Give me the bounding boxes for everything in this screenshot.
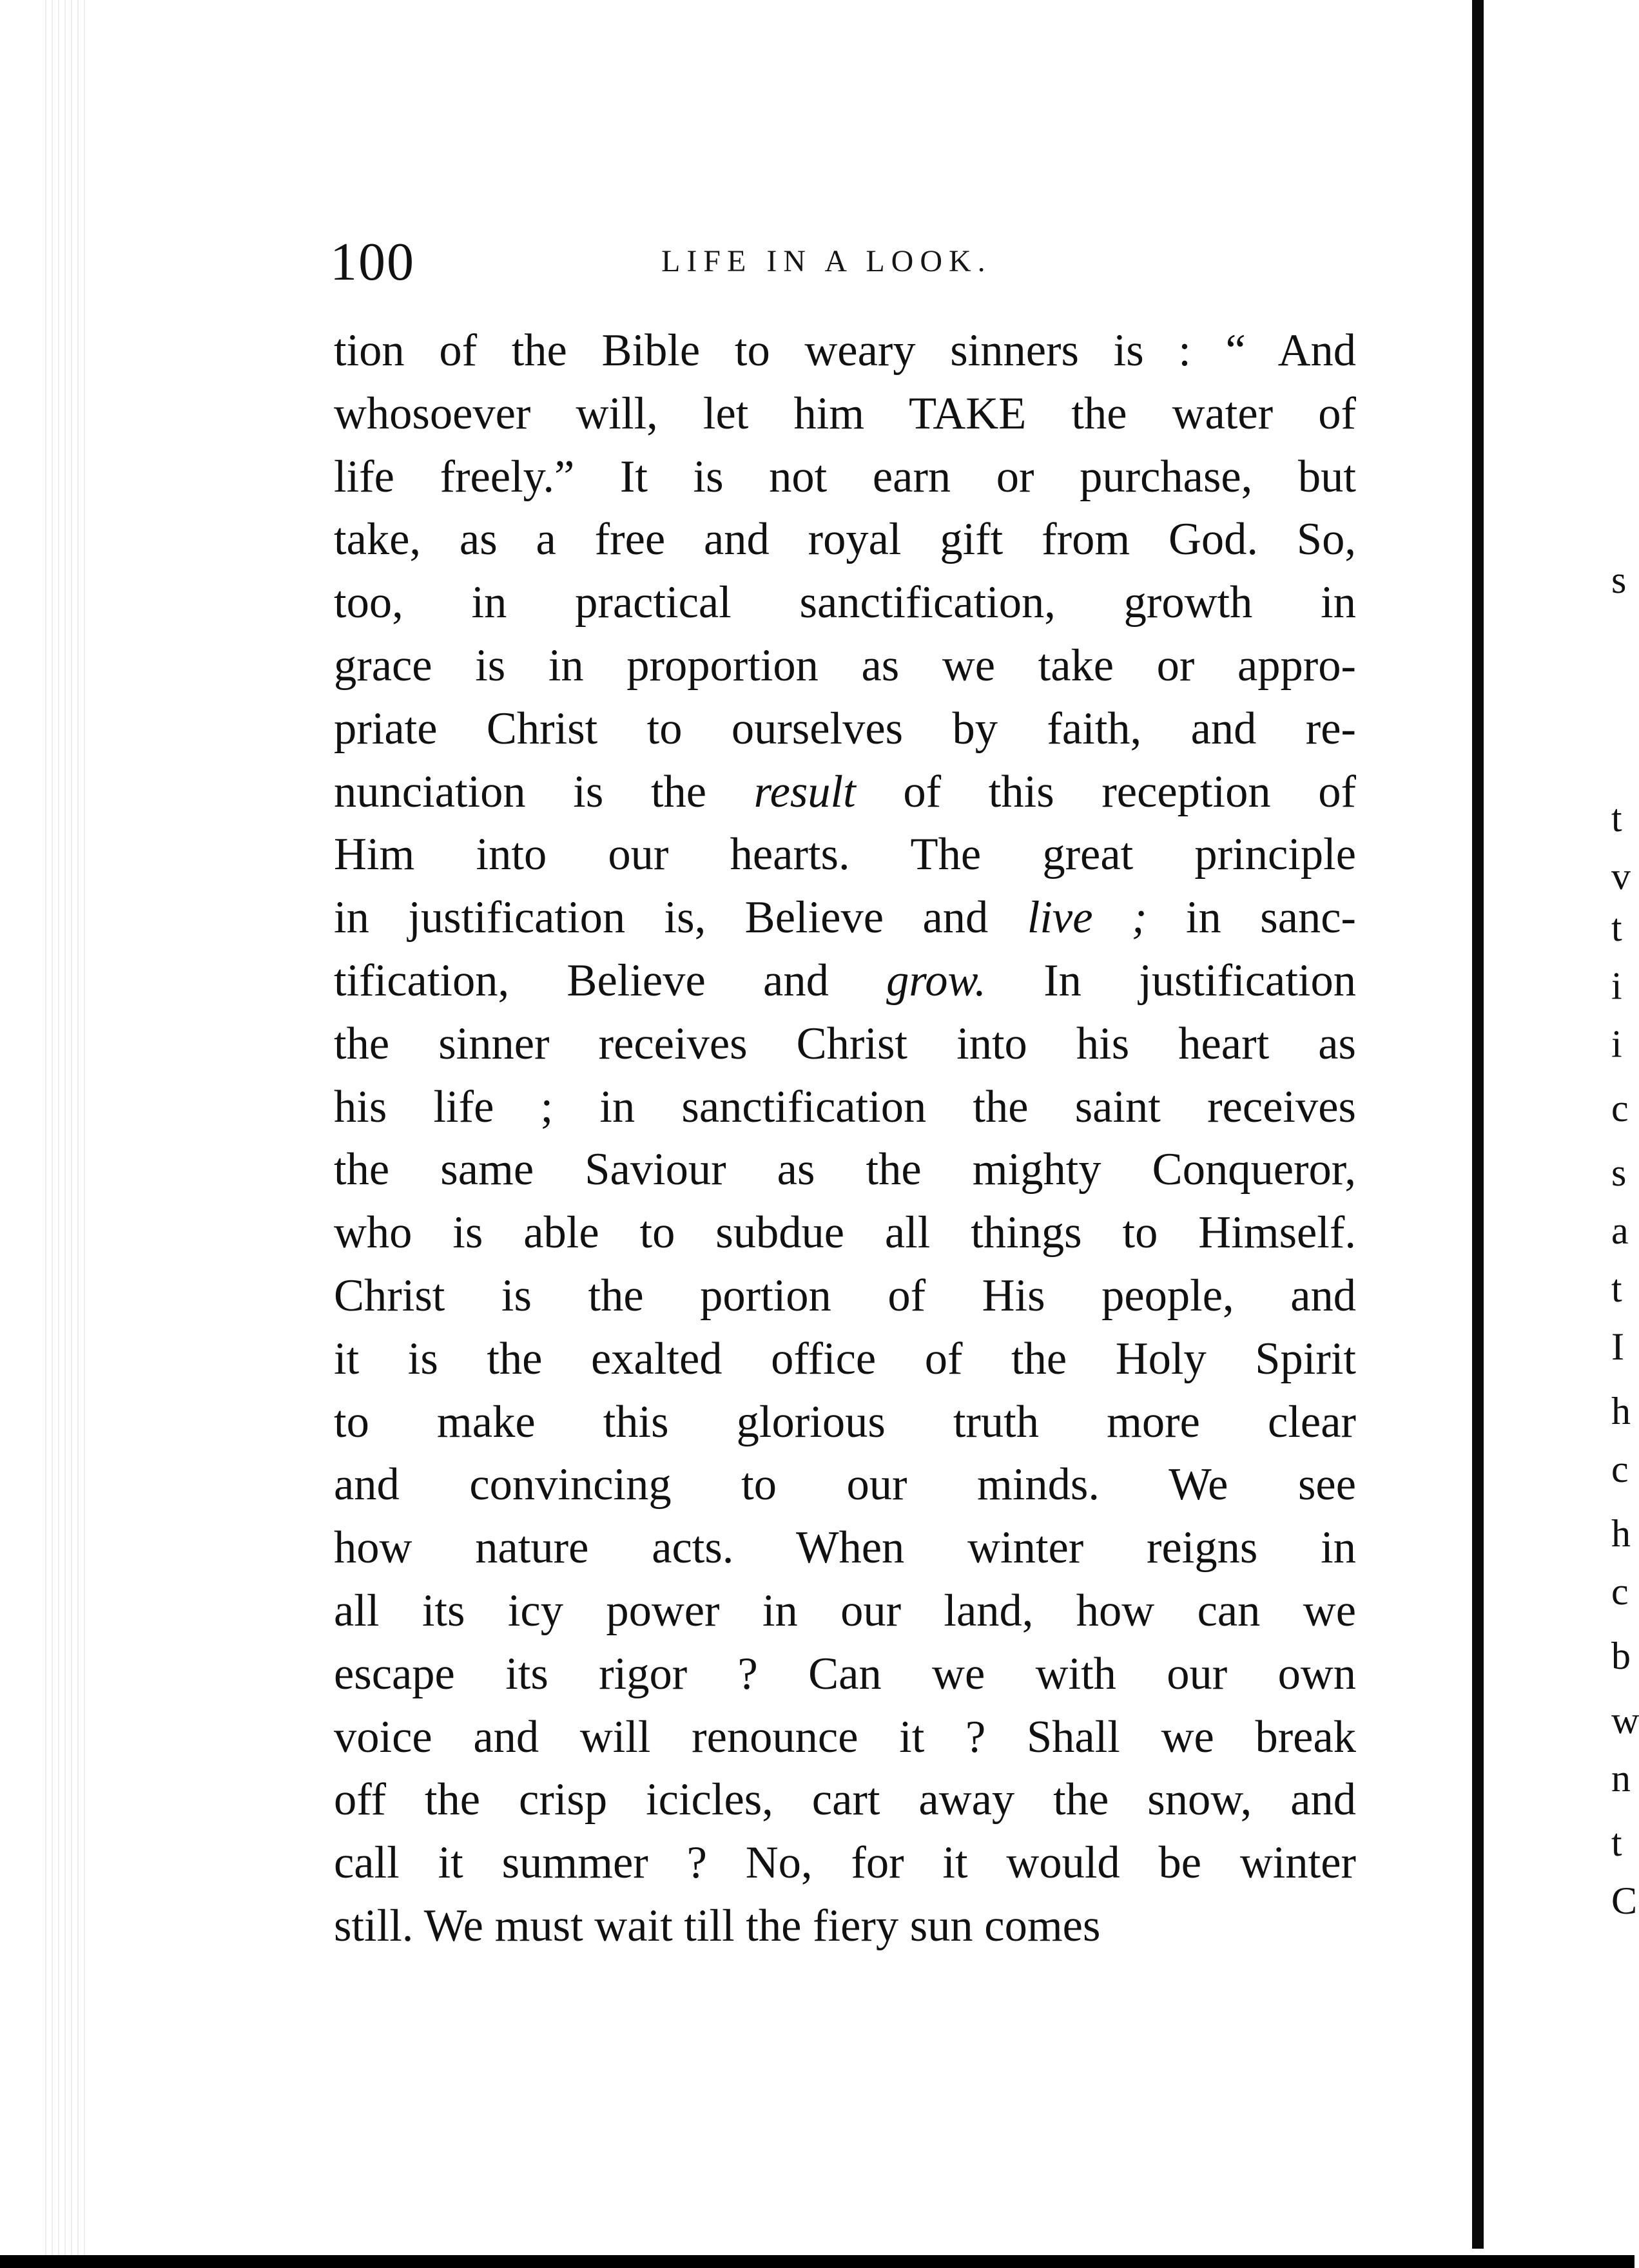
text-line: the sinner receives Christ into his heart as xyxy=(334,1018,1356,1069)
text-line: Christ is the portion of His people, and xyxy=(334,1270,1356,1321)
facing-page-letter: b xyxy=(1611,1635,1631,1677)
text-line: how nature acts. When winter reigns in xyxy=(334,1523,1356,1573)
text-line: voice and will renounce it ? Shall we break xyxy=(334,1711,1356,1762)
facing-page-letter: c xyxy=(1611,1087,1629,1129)
body-text xyxy=(334,320,1356,1958)
text-line: escape its rigor ? Can we with our own xyxy=(334,1648,1356,1699)
text-line: grace is in proportion as we take or appro- xyxy=(334,640,1356,691)
text-line: off the crisp icicles, cart away the snow, and xyxy=(334,1774,1356,1825)
text-line: in justification is, Believe and live ; in sanc- xyxy=(334,892,1357,943)
running-head xyxy=(330,231,1361,293)
bottom-edge xyxy=(0,2255,1634,2268)
facing-page-letter: h xyxy=(1611,1390,1631,1432)
text-line: Him into our hearts. The great principle xyxy=(334,829,1356,880)
facing-page-letter: c xyxy=(1611,1570,1629,1613)
text-line: life freely.” It is not earn or purchase, but xyxy=(334,451,1356,502)
text-line: take, as a free and royal gift from God. So, xyxy=(334,514,1356,565)
facing-page-letter: w xyxy=(1611,1699,1639,1742)
facing-page-letter: t xyxy=(1611,797,1622,840)
text-line: who is able to subdue all things to Himself. xyxy=(334,1207,1356,1258)
running-title: LIFE IN A LOOK. xyxy=(661,244,992,278)
text-line: call it summer ? No, for it would be winter xyxy=(334,1838,1356,1888)
text-line: and convincing to our minds. We see xyxy=(334,1459,1356,1510)
facing-page-letter: t xyxy=(1611,1267,1622,1310)
facing-page-letter: h xyxy=(1611,1512,1631,1555)
facing-page-letter: C xyxy=(1611,1879,1638,1922)
gutter-line xyxy=(1472,0,1484,2249)
facing-page-letter: t xyxy=(1611,1821,1622,1864)
page-number: 100 xyxy=(330,232,415,292)
text-line: to make this glorious truth more clear xyxy=(334,1396,1356,1447)
text-line: whosoever will, let him TAKE the water of xyxy=(334,388,1356,439)
facing-page-letter: a xyxy=(1611,1209,1629,1252)
text-line: his life ; in sanctification the saint receives xyxy=(334,1081,1356,1132)
facing-page-letter: n xyxy=(1611,1757,1631,1800)
facing-page-letter: t xyxy=(1611,907,1622,949)
facing-page-letter: i xyxy=(1611,965,1622,1007)
facing-page-letter: i xyxy=(1611,1023,1622,1065)
text-line: the same Saviour as the mighty Conqueror, xyxy=(334,1144,1356,1195)
text-line: too, in practical sanctification, growth in xyxy=(334,577,1356,628)
facing-page-letter: s xyxy=(1611,559,1627,601)
text-line: priate Christ to ourselves by faith, and re- xyxy=(334,703,1356,754)
text-line: tification, Believe and grow. In justification xyxy=(334,955,1357,1006)
facing-page-letter: v xyxy=(1611,855,1631,898)
text-line: it is the exalted office of the Holy Spirit xyxy=(334,1333,1356,1384)
facing-page-letter: s xyxy=(1611,1151,1627,1194)
facing-page-letter: I xyxy=(1611,1325,1624,1368)
text-line: all its icy power in our land, how can we xyxy=(334,1585,1356,1636)
text-line: still. We must wait till the fiery sun comes xyxy=(334,1900,1101,1951)
text-line: tion of the Bible to weary sinners is : “ And xyxy=(334,325,1356,376)
facing-page xyxy=(1484,0,1639,2268)
facing-page-letter: c xyxy=(1611,1448,1629,1490)
page-edge-stack xyxy=(45,0,90,2268)
text-line: nunciation is the result of this reception of xyxy=(334,766,1356,817)
